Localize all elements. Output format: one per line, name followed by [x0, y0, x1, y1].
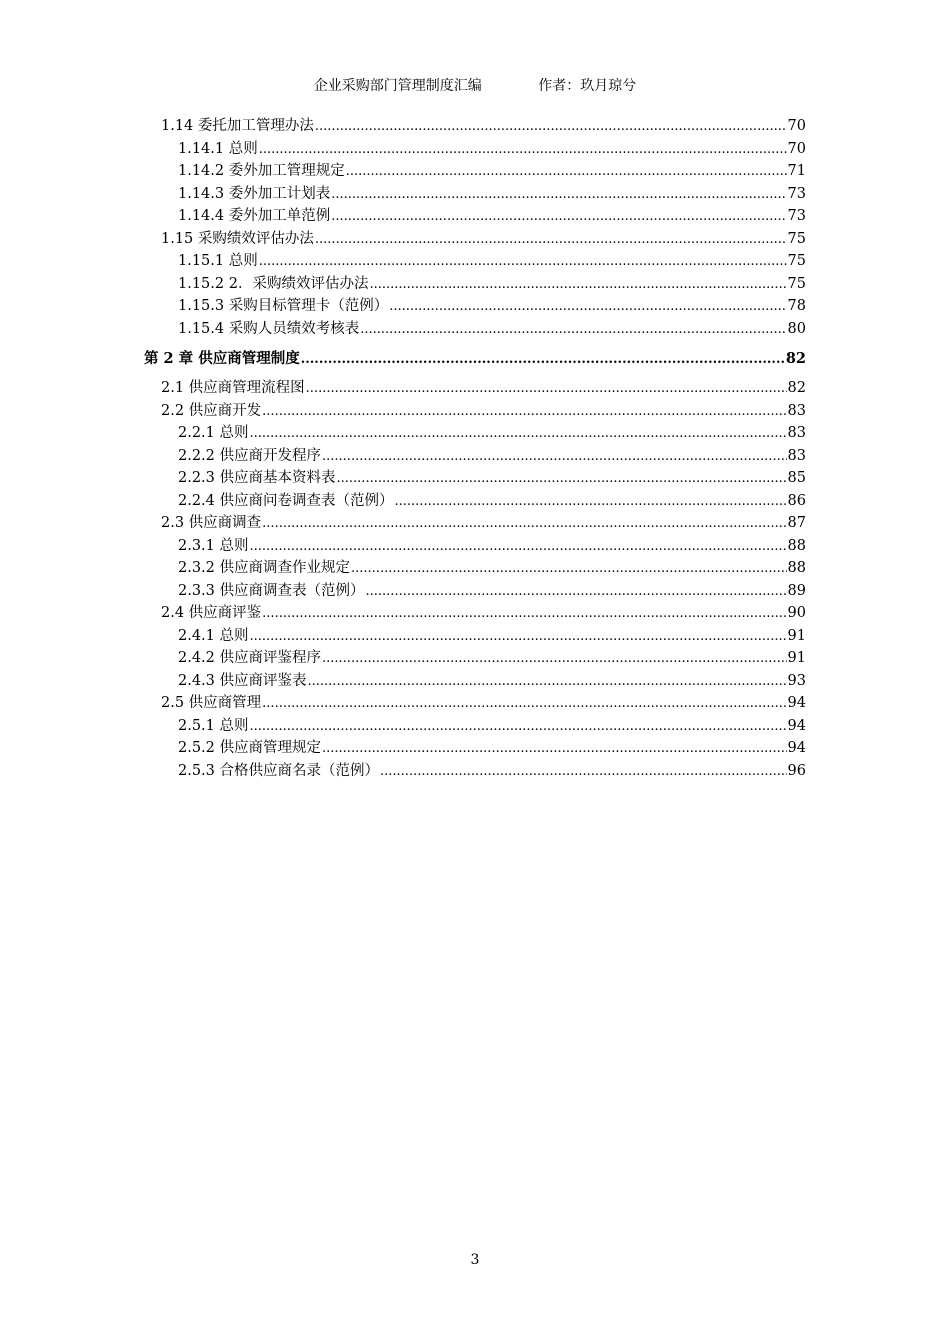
toc-entry-page: 83	[787, 402, 806, 419]
toc-entry-title: 2.2.1 总则	[178, 425, 249, 441]
toc-entry-page: 83	[787, 447, 806, 464]
toc-entry-page: 93	[787, 672, 806, 689]
toc-entry[interactable]	[144, 602, 806, 625]
toc-entry-title: 1.15 采购绩效评估办法	[161, 230, 314, 247]
toc-entry-page: 73	[787, 185, 806, 202]
toc-entry[interactable]	[144, 760, 806, 783]
toc-entry-title: 2.4.1 总则	[178, 627, 249, 644]
dot-leader	[306, 378, 787, 401]
toc-entry-page: 88	[787, 560, 806, 576]
toc-entry-page: 87	[787, 515, 806, 531]
toc-entry[interactable]	[144, 138, 806, 161]
toc-entry-page: 91	[787, 627, 806, 644]
dot-leader	[259, 139, 787, 162]
toc-entry[interactable]	[144, 400, 806, 423]
toc-entry[interactable]	[144, 250, 806, 273]
page-header	[0, 77, 950, 95]
toc-entry-title: 1.14.2 委外加工管理规定	[178, 163, 345, 179]
dot-leader	[380, 761, 787, 784]
dot-leader	[322, 738, 787, 761]
dot-leader	[315, 229, 787, 252]
toc-entry-title: 1.14.3 委外加工计划表	[178, 185, 331, 202]
dot-leader	[250, 423, 787, 446]
dot-leader	[351, 558, 787, 581]
toc-entry[interactable]	[144, 295, 806, 318]
toc-entry-page: 73	[787, 208, 806, 224]
toc-entry-title: 2.5.2 供应商管理规定	[178, 740, 322, 756]
toc-entry-title: 2.2.3 供应商基本资料表	[178, 470, 336, 486]
toc-entry[interactable]	[144, 377, 806, 400]
dot-leader	[331, 206, 786, 229]
toc-entry-page: 70	[787, 140, 806, 157]
toc-entry[interactable]	[144, 737, 806, 760]
dot-leader	[322, 648, 787, 671]
toc-entry-page: 82	[787, 380, 806, 396]
toc-entry-page: 88	[787, 537, 806, 554]
toc-entry-title: 2.5.1 总则	[178, 717, 249, 734]
toc-entry-title: 2.1 供应商管理流程图	[161, 380, 305, 396]
toc-entry-title: 2.3.3 供应商调查表（范例）	[178, 582, 365, 599]
dot-leader	[262, 693, 786, 716]
toc-entry[interactable]	[144, 318, 806, 341]
toc-entry[interactable]	[144, 490, 806, 513]
toc-entry[interactable]	[144, 535, 806, 558]
document-author: 作者：玖月琼兮	[538, 78, 637, 94]
dot-leader	[337, 468, 787, 491]
toc-entry-page: 82	[785, 350, 806, 367]
toc-entry-page: 86	[787, 492, 806, 509]
toc-entry-page: 90	[787, 605, 806, 621]
dot-leader	[250, 536, 787, 559]
dot-leader	[262, 603, 786, 626]
toc-entry-title: 1.14.1 总则	[178, 140, 258, 157]
dot-leader	[346, 161, 787, 184]
toc-entry[interactable]	[144, 580, 806, 603]
toc-entry-page: 85	[787, 470, 806, 486]
toc-entry[interactable]	[144, 205, 806, 228]
dot-leader	[322, 446, 787, 469]
toc-entry-title: 2.4.3 供应商评鉴表	[178, 672, 307, 689]
toc-entry-page: 94	[787, 717, 806, 734]
toc-entry[interactable]	[144, 183, 806, 206]
toc-entry-title: 2.2 供应商开发	[161, 402, 262, 419]
toc-entry[interactable]	[144, 273, 806, 296]
dot-leader	[250, 626, 787, 649]
toc-entry-title: 2.5.3 合格供应商名录（范例）	[178, 762, 380, 779]
toc-entry-title: 1.15.4 采购人员绩效考核表	[178, 320, 360, 337]
dot-leader	[262, 401, 786, 424]
toc-entry[interactable]	[144, 422, 806, 445]
toc-entry-title: 2.3.2 供应商调查作业规定	[178, 560, 351, 576]
toc-entry-page: 94	[787, 740, 806, 756]
toc-entry[interactable]	[144, 115, 806, 138]
toc-entry[interactable]	[144, 228, 806, 251]
toc-entry-page: 75	[787, 275, 806, 292]
toc-entry-title: 2.3.1 总则	[178, 537, 249, 554]
dot-leader	[369, 274, 786, 297]
toc-entry-title: 1.15.2 2．采购绩效评估办法	[178, 275, 369, 292]
dot-leader	[301, 345, 785, 374]
dot-leader	[259, 251, 787, 274]
toc-entry[interactable]	[144, 647, 806, 670]
page-number: 3	[470, 1252, 480, 1268]
toc-entry[interactable]	[144, 692, 806, 715]
toc-entry-title: 第 2 章 供应商管理制度	[144, 350, 300, 367]
toc-entry[interactable]	[144, 670, 806, 693]
toc-entry-page: 96	[787, 762, 806, 779]
toc-entry-title: 1.15.1 总则	[178, 253, 258, 269]
toc-entry-page: 94	[787, 695, 806, 711]
toc-entry-title: 1.14.4 委外加工单范例	[178, 208, 331, 224]
toc-entry-page: 91	[787, 650, 806, 666]
dot-leader	[331, 184, 786, 207]
toc-entry[interactable]	[144, 445, 806, 468]
toc-entry[interactable]	[144, 557, 806, 580]
toc-entry-title: 2.2.4 供应商问卷调查表（范例）	[178, 492, 394, 509]
toc-entry-page: 71	[787, 163, 806, 179]
toc-entry[interactable]	[144, 160, 806, 183]
toc-entry-page: 70	[787, 118, 806, 134]
toc-entry-page: 83	[787, 425, 806, 441]
dot-leader	[315, 116, 787, 139]
toc-entry-title: 2.4.2 供应商评鉴程序	[178, 650, 322, 666]
dot-leader	[389, 296, 786, 319]
toc-entry[interactable]	[144, 715, 806, 738]
document-title: 企业采购部门管理制度汇编	[313, 78, 482, 94]
dot-leader	[308, 671, 787, 694]
toc-entry-title: 1.14 委托加工管理办法	[161, 118, 314, 134]
toc-chapter-entry[interactable]	[144, 344, 806, 373]
toc-entry[interactable]	[144, 467, 806, 490]
toc-entry-page: 89	[787, 582, 806, 599]
dot-leader	[262, 513, 786, 536]
toc-entry-page: 78	[787, 298, 806, 314]
toc-entry-page: 80	[787, 320, 806, 337]
toc-entry-title: 2.2.2 供应商开发程序	[178, 447, 322, 464]
dot-leader	[360, 319, 786, 342]
toc-entry-page: 75	[787, 253, 806, 269]
toc-entry-title: 1.15.3 采购目标管理卡（范例）	[178, 298, 389, 314]
toc-entry-title: 2.4 供应商评鉴	[161, 605, 262, 621]
table-of-contents	[144, 115, 806, 782]
toc-entry[interactable]	[144, 625, 806, 648]
dot-leader	[366, 581, 787, 604]
toc-entry[interactable]	[144, 512, 806, 535]
toc-entry-page: 75	[787, 230, 806, 247]
dot-leader	[395, 491, 787, 514]
toc-entry-title: 2.3 供应商调查	[161, 515, 262, 531]
dot-leader	[250, 716, 787, 739]
toc-entry-title: 2.5 供应商管理	[161, 695, 262, 711]
